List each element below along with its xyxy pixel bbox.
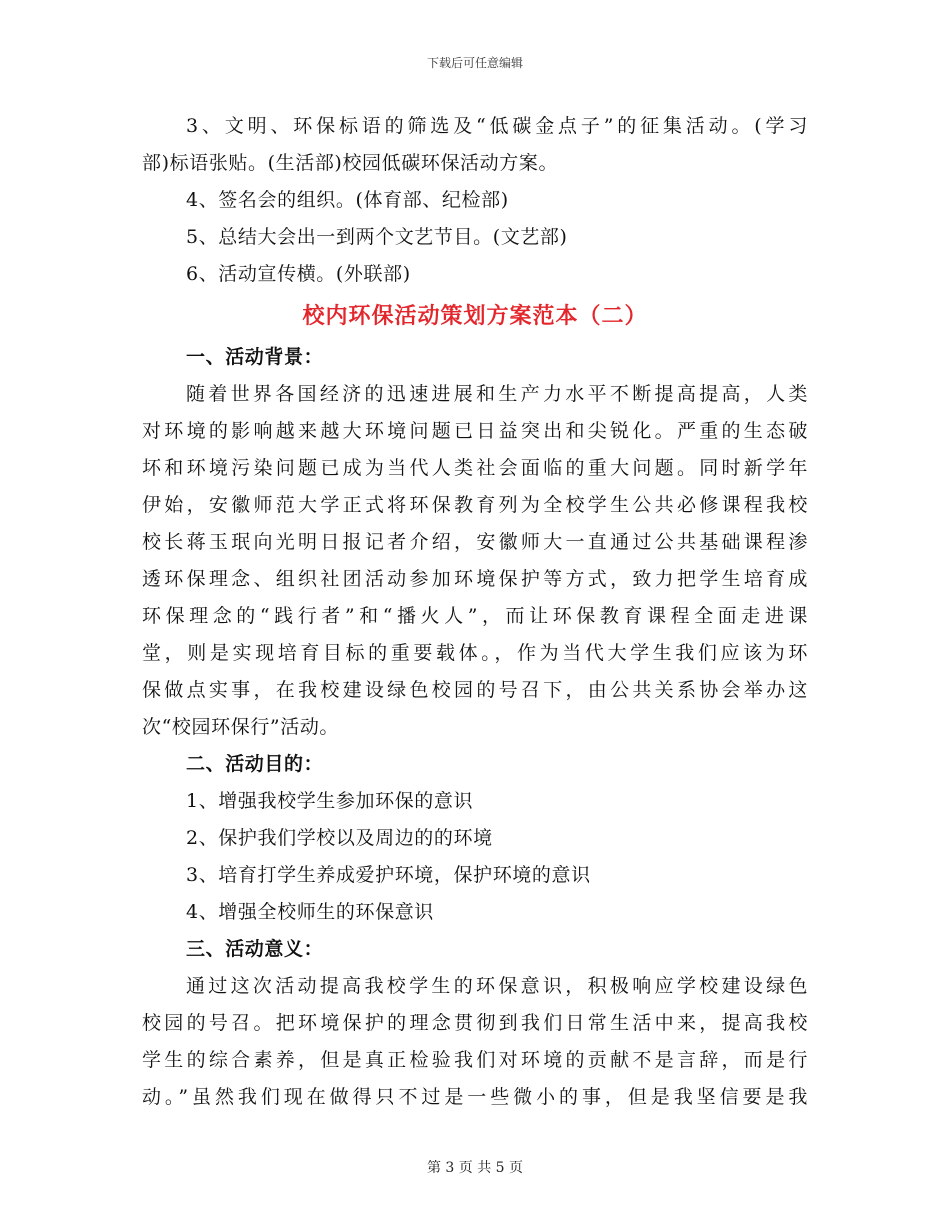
section-1-line: 透环保理念、组织社团活动参加环境保护等方式，致力把学生培育成 — [142, 568, 808, 590]
section-3-line: 校园的号召。把环境保护的理念贯彻到我们日常生活中来，提高我校 — [142, 1012, 808, 1034]
item-3-line-1: 3、文明、环保标语的筛选及“低碳金点子”的征集活动。(学习 — [186, 115, 808, 137]
section-1-line: 对环境的影响越来越大环境问题已日益突出和尖锐化。严重的生态破 — [142, 420, 808, 442]
section-1-line: 伊始，安徽师范大学正式将环保教育列为全校学生公共必修课程我校 — [142, 494, 808, 516]
item-4: 4、签名会的组织。(体育部、纪检部) — [186, 189, 509, 211]
section-1-line: 坏和环境污染问题已成为当代人类社会面临的重大问题。同时新学年 — [142, 457, 808, 479]
section-3-line: 学生的综合素养，但是真正检验我们对环境的贡献不是言辞，而是行 — [142, 1049, 808, 1071]
section-2-item: 1、增强我校学生参加环保的意识 — [186, 790, 474, 812]
item-5: 5、总结大会出一到两个文艺节目。(文艺部) — [186, 226, 568, 248]
section-1-line: 校长蒋玉珉向光明日报记者介绍，安徽师大一直通过公共基础课程渗 — [142, 531, 808, 553]
document-body — [142, 108, 808, 1116]
section-2-item: 4、增强全校师生的环保意识 — [186, 901, 434, 923]
section-3-heading: 三、活动意义： — [186, 938, 324, 960]
page-footer: 第 3 页 共 5 页 — [426, 1160, 524, 1176]
section-3-line: 通过这次活动提高我校学生的环保意识，积极响应学校建设绿色 — [186, 975, 808, 997]
section-1-line: 随着世界各国经济的迅速进展和生产力水平不断提高提高，人类 — [186, 383, 808, 405]
item-6: 6、活动宣传横。(外联部) — [186, 263, 411, 285]
page-header: 下载后可任意编辑 — [426, 56, 523, 70]
section-title: 校内环保活动策划方案范本（二） — [302, 303, 648, 329]
section-1-line: 堂，则是实现培育目标的重要载体。，作为当代大学生我们应该为环 — [142, 642, 808, 664]
section-1-line: 保做点实事，在我校建设绿色校园的号召下，由公共关系协会举办这 — [142, 679, 808, 701]
section-2-item: 3、培育打学生养成爱护环境，保护环境的意识 — [186, 864, 591, 886]
section-3-line: 动。”虽然我们现在做得只不过是一些微小的事，但是我坚信要是我 — [142, 1086, 808, 1108]
section-1-line: 次“校园环保行”活动。 — [142, 716, 340, 738]
section-2-item: 2、保护我们学校以及周边的的环境 — [186, 827, 493, 849]
item-3-line-2: 部)标语张贴。(生活部)校园低碳环保活动方案。 — [142, 152, 559, 174]
section-1-line: 环保理念的“践行者”和“播火人”，而让环保教育课程全面走进课 — [142, 605, 808, 627]
section-2-heading: 二、活动目的： — [186, 753, 324, 775]
section-1-heading: 一、活动背景： — [186, 346, 324, 368]
